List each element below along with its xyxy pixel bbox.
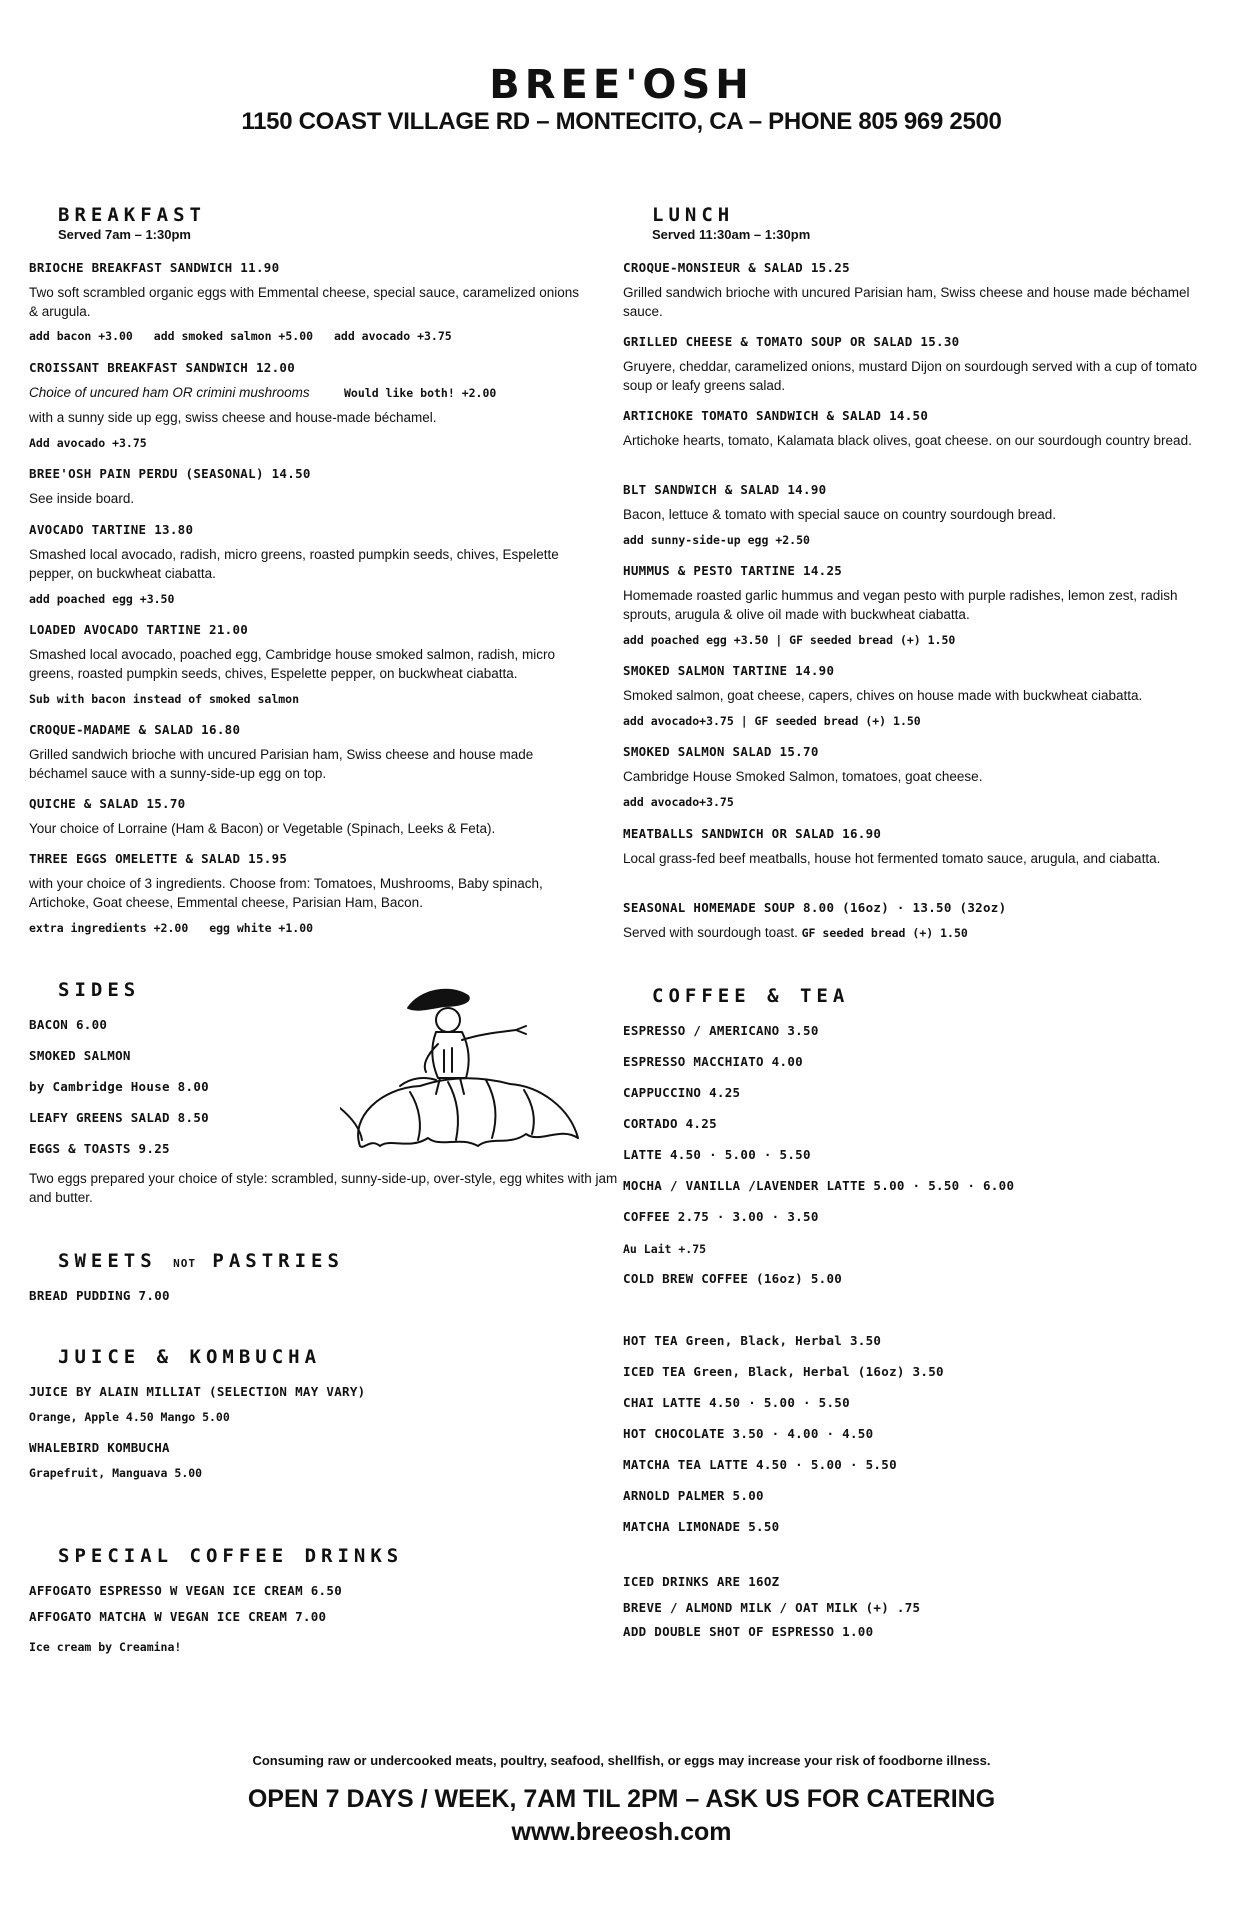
menu-item-desc: See inside board. [29,491,135,506]
menu-item-desc: with your choice of 3 ingredients. Choose from: Tomatoes, Mushrooms, Baby spinach, Artichoke, Goat cheese, Emmental cheese, Parisian Ham, Bacon. [29,876,543,910]
menu-item-title: AFFOGATO ESPRESSO W VEGAN ICE CREAM 6.50 [29,1583,343,1598]
coffee-tea-title: COFFEE & TEA [652,985,850,1007]
menu-item-desc: Bacon, lettuce & tomato with special sauce on country sourdough bread. [623,507,1057,522]
menu-item-title: SEASONAL HOMEMADE SOUP 8.00 (16oz) · 13.50 (32oz) [623,900,1007,915]
menu-item-title: BACON 6.00 [29,1017,108,1032]
restaurant-name: BREE'OSH [489,62,754,108]
menu-item-desc: Two soft scrambled organic eggs with Emmental cheese, special sauce, caramelized onions & arugula. [29,285,580,319]
menu-item-title: AFFOGATO MATCHA W VEGAN ICE CREAM 7.00 [29,1609,327,1624]
menu-item-title: HUMMUS & PESTO TARTINE 14.25 [623,563,843,578]
sweets-title-b: PASTRIES [212,1250,344,1272]
food-safety-warning: Consuming raw or undercooked meats, poultry, seafood, shellfish, or eggs may increase your risk of foodborne illness. [252,1753,991,1768]
menu-item-title: BRIOCHE BREAKFAST SANDWICH 11.90 [29,260,280,275]
menu-item-desc: Cambridge House Smoked Salmon, tomatoes, goat cheese. [623,769,983,784]
addon: add smoked salmon +5.00 [153,329,314,343]
menu-item-title: MATCHA TEA LATTE 4.50 · 5.00 · 5.50 [623,1457,897,1472]
menu-item-title: MEATBALLS SANDWICH OR SALAD 16.90 [623,826,882,841]
menu-item-title: CROQUE-MADAME & SALAD 16.80 [29,722,241,737]
sweets-title-a: SWEETS [58,1250,157,1272]
menu-item-title: by Cambridge House 8.00 [29,1079,209,1094]
menu-item-title: JUICE BY ALAIN MILLIAT (SELECTION MAY VARY) [29,1384,366,1399]
menu-item-title: BLT SANDWICH & SALAD 14.90 [623,482,827,497]
lunch-served: Served 11:30am – 1:30pm [652,227,811,242]
menu-item-addon: add sunny-side-up egg +2.50 [623,533,810,547]
menu-note: BREVE / ALMOND MILK / OAT MILK (+) .75 [623,1600,921,1615]
menu-item-desc: Two eggs prepared your choice of style: scrambled, sunny-side-up, over-style, egg whites with jam and butter. [29,1171,618,1205]
menu-item-addon: Sub with bacon instead of smoked salmon [29,692,300,706]
breakfast-served: Served 7am – 1:30pm [58,227,191,242]
menu-item-title: SMOKED SALMON TARTINE 14.90 [623,663,835,678]
menu-item-title: GRILLED CHEESE & TOMATO SOUP OR SALAD 15.30 [623,334,960,349]
menu-item-addon: add avocado+3.75 [623,795,734,809]
menu-item-title: SMOKED SALMON SALAD 15.70 [623,744,819,759]
sweets-title [58,1250,344,1272]
menu-item-title: CROQUE-MONSIEUR & SALAD 15.25 [623,260,850,275]
menu-item-desc: Smashed local avocado, radish, micro greens, roasted pumpkin seeds, chives, Espelette pepper, on buckwheat ciabatta. [29,547,559,581]
menu-item-title: AVOCADO TARTINE 13.80 [29,522,194,537]
menu-item-title: QUICHE & SALAD 15.70 [29,796,186,811]
juice-title: JUICE & KOMBUCHA [58,1346,322,1368]
menu-item-desc: Gruyere, cheddar, caramelized onions, mustard Dijon on sourdough served with a cup of tomato soup or leafy greens salad. [623,359,1198,393]
menu-note: ADD DOUBLE SHOT OF ESPRESSO 1.00 [623,1624,874,1639]
menu-item-desc: Local grass-fed beef meatballs, house hot fermented tomato sauce, arugula, and ciabatta. [623,851,1161,866]
menu-item-title: WHALEBIRD KOMBUCHA [29,1440,170,1455]
menu-item-desc: with a sunny side up egg, swiss cheese and house-made béchamel. [29,410,437,425]
menu-item-title: ICED TEA Green, Black, Herbal (16oz) 3.50 [623,1364,944,1379]
menu-note: ICED DRINKS ARE 16OZ [623,1574,780,1589]
menu-item-title: ESPRESSO MACCHIATO 4.00 [623,1054,803,1069]
menu-item-desc: Smashed local avocado, poached egg, Cambridge house smoked salmon, radish, micro greens, roasted pumpkin seeds, chives, Espelette pepper, on buckwheat ciabatta. [29,647,556,681]
menu-item-title: LEAFY GREENS SALAD 8.50 [29,1110,209,1125]
menu-item-title: MOCHA / VANILLA /LAVENDER LATTE 5.00 · 5.50 · 6.00 [623,1178,1015,1193]
menu-item-title: CROISSANT BREAKFAST SANDWICH 12.00 [29,360,296,375]
addon: egg white +1.00 [209,921,314,935]
menu-item-options: Grapefruit, Manguava 5.00 [29,1466,203,1480]
menu-item-note: Ice cream by Creamina! [29,1640,182,1654]
menu-item-title: LOADED AVOCADO TARTINE 21.00 [29,622,249,637]
menu-item-addon: add avocado+3.75 | GF seeded bread (+) 1.50 [623,714,921,728]
menu-item-desc: Artichoke hearts, tomato, Kalamata black olives, goat cheese. on our sourdough country bread. [623,433,1192,448]
menu-item-title: ARNOLD PALMER 5.00 [623,1488,764,1503]
croissant-figure-illustration [340,968,590,1168]
menu-item-title: ARTICHOKE TOMATO SANDWICH & SALAD 14.50 [623,408,929,423]
website-url: www.breeosh.com [511,1818,732,1846]
menu-item-desc-text: Served with sourdough toast. [623,925,798,940]
menu-item-title: COFFEE 2.75 · 3.00 · 3.50 [623,1209,819,1224]
opening-hours: OPEN 7 DAYS / WEEK, 7AM TIL 2PM – ASK US FOR CATERING [247,1785,996,1813]
menu-item-title: ESPRESSO / AMERICANO 3.50 [623,1023,819,1038]
menu-item-title: THREE EGGS OMELETTE & SALAD 15.95 [29,851,288,866]
menu-item-desc [623,923,1203,943]
breakfast-title: BREAKFAST [58,204,206,226]
menu-item-addon: Au Lait +.75 [623,1242,707,1256]
menu-item-title: HOT CHOCOLATE 3.50 · 4.00 · 4.50 [623,1426,874,1441]
menu-item-addon: add poached egg +3.50 | GF seeded bread (+) 1.50 [623,633,956,647]
menu-item-desc: Grilled sandwich brioche with uncured Parisian ham, Swiss cheese and house made béchamel sauce. [623,285,1190,319]
menu-item-title: LATTE 4.50 · 5.00 · 5.50 [623,1147,811,1162]
menu-item-title: BREE'OSH PAIN PERDU (SEASONAL) 14.50 [29,466,311,481]
menu-item-addon: add poached egg +3.50 [29,592,175,606]
menu-item-options: Orange, Apple 4.50 Mango 5.00 [29,1410,230,1424]
menu-item-addons [29,329,466,343]
menu-item-title: BREAD PUDDING 7.00 [29,1288,170,1303]
sides-title: SIDES [58,979,141,1001]
menu-item-title: EGGS & TOASTS 9.25 [29,1141,170,1156]
menu-item-title: CHAI LATTE 4.50 · 5.00 · 5.50 [623,1395,850,1410]
menu-item-title: SMOKED SALMON [29,1048,131,1063]
menu-item-addon: Would like both! +2.00 [344,386,497,400]
menu-item-desc: Your choice of Lorraine (Ham & Bacon) or Vegetable (Spinach, Leeks & Feta). [29,821,496,836]
menu-item-title: HOT TEA Green, Black, Herbal 3.50 [623,1333,882,1348]
special-coffee-title: SPECIAL COFFEE DRINKS [58,1545,404,1567]
addon: add bacon +3.00 [29,329,133,343]
menu-item-desc: Homemade roasted garlic hummus and vegan pesto with purple radishes, lemon zest, radish sprouts, arugula & olive oil made with buckwheat ciabatta. [623,588,1178,622]
menu-item-desc: Grilled sandwich brioche with uncured Parisian ham, Swiss cheese and house made béchamel sauce with a sunny-side-up egg on top. [29,747,534,781]
addon: extra ingredients +2.00 [29,921,189,935]
menu-item-title: COLD BREW COFFEE (16oz) 5.00 [623,1271,843,1286]
menu-item-title: CORTADO 4.25 [623,1116,717,1131]
menu-item-option: Choice of uncured ham OR crimini mushrooms [29,385,310,400]
menu-item-title: MATCHA LIMONADE 5.50 [623,1519,780,1534]
addon: add avocado +3.75 [333,329,452,343]
restaurant-address: 1150 COAST VILLAGE RD – MONTECITO, CA – PHONE 805 969 2500 [241,108,1002,135]
menu-item-title: CAPPUCCINO 4.25 [623,1085,741,1100]
menu-item-addon: GF seeded bread (+) 1.50 [801,926,968,940]
sweets-title-not: NOT [173,1257,196,1270]
menu-item-desc: Smoked salmon, goat cheese, capers, chives on house made with buckwheat ciabatta. [623,688,1143,703]
lunch-title: LUNCH [652,204,735,226]
menu-item-addon: Add avocado +3.75 [29,436,147,450]
menu-item-addons [29,921,327,935]
